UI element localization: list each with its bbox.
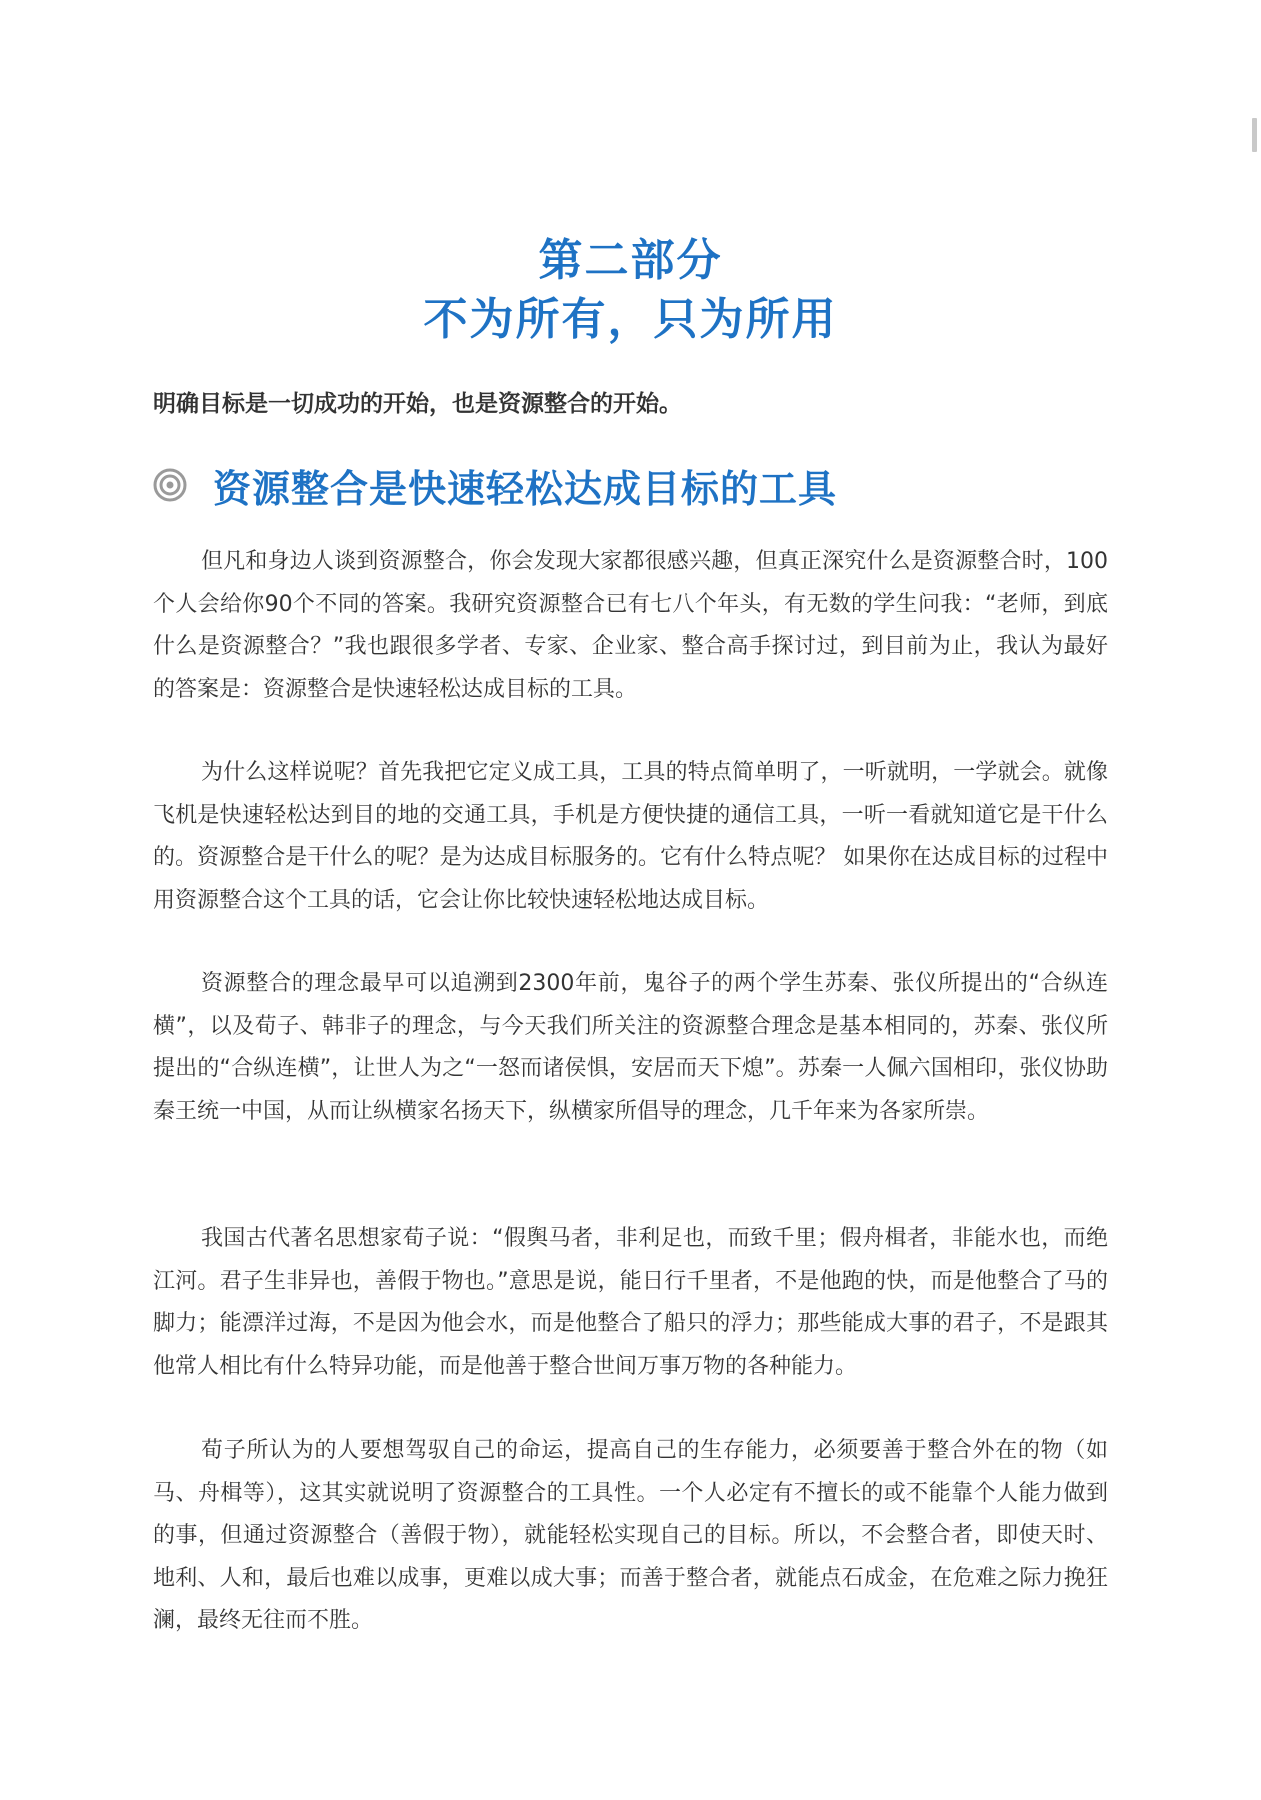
paragraph: 资源整合的理念最早可以追溯到2300年前，鬼谷子的两个学生苏秦、张仪所提出的“合纵连横”，以及荀子、韩非子的理念，与今天我们所关注的资源整合理念是基本相同的，苏秦、张仪所提出的“合纵连横”，让世人为之“一怒而诸侯惧，安居而天下熄”。苏秦一人佩六国相印，张仪协助秦王统一中国，从而让纵横家名扬天下，纵横家所倡导的理念，几千年来为各家所崇。 bbox=[153, 971, 1108, 1124]
section-header bbox=[153, 455, 837, 515]
page-edge-marker bbox=[1252, 118, 1257, 152]
lead-sentence: 明确目标是一切成功的开始，也是资源整合的开始。 bbox=[153, 391, 682, 417]
paragraph: 但凡和身边人谈到资源整合，你会发现大家都很感兴趣，但真正深究什么是资源整合时，100个人会给你90个不同的答案。我研究资源整合已有七八个年头，有无数的学生问我：“老师，到底什么是资源整合？”我也跟很多学者、专家、企业家、整合高手探讨过，到目前为止，我认为最好的答案是：资源整合是快速轻松达成目标的工具。 bbox=[153, 549, 1108, 702]
paragraph: 为什么这样说呢？首先我把它定义成工具，工具的特点简单明了，一听就明，一学就会。就像飞机是快速轻松达到目的地的交通工具，手机是方便快捷的通信工具，一听一看就知道它是干什么的。资源整合是干什么的呢？是为达成目标服务的。它有什么特点呢？ 如果你在达成目标的过程中用资源整合这个工具的话，它会让你比较快速轻松地达成目标。 bbox=[153, 760, 1108, 913]
part-title: 第二部分 bbox=[538, 235, 723, 286]
paragraph: 荀子所认为的人要想驾驭自己的命运，提高自己的生存能力，必须要善于整合外在的物（如马、舟楫等），这其实就说明了资源整合的工具性。一个人必定有不擅长的或不能靠个人能力做到的事，但通过资源整合（善假于物），就能轻松实现自己的目标。所以，不会整合者，即使天时、地利、人和，最后也难以成事，更难以成大事；而善于整合者，就能点石成金，在危难之际力挽狂澜，最终无往而不胜。 bbox=[153, 1438, 1108, 1633]
target-circle-icon bbox=[153, 468, 187, 502]
part-subtitle: 不为所有，只为所用 bbox=[423, 294, 838, 345]
paragraph: 我国古代著名思想家荀子说：“假舆马者，非利足也，而致千里；假舟楫者，非能水也，而绝江河。君子生非异也，善假于物也。”意思是说，能日行千里者，不是他跑的快，而是他整合了马的脚力；能漂洋过海，不是因为他会水，而是他整合了船只的浮力；那些能成大事的君子，不是跟其他常人相比有什么特异功能，而是他善于整合世间万事万物的各种能力。 bbox=[153, 1226, 1108, 1379]
section-heading: 资源整合是快速轻松达成目标的工具 bbox=[213, 466, 838, 511]
